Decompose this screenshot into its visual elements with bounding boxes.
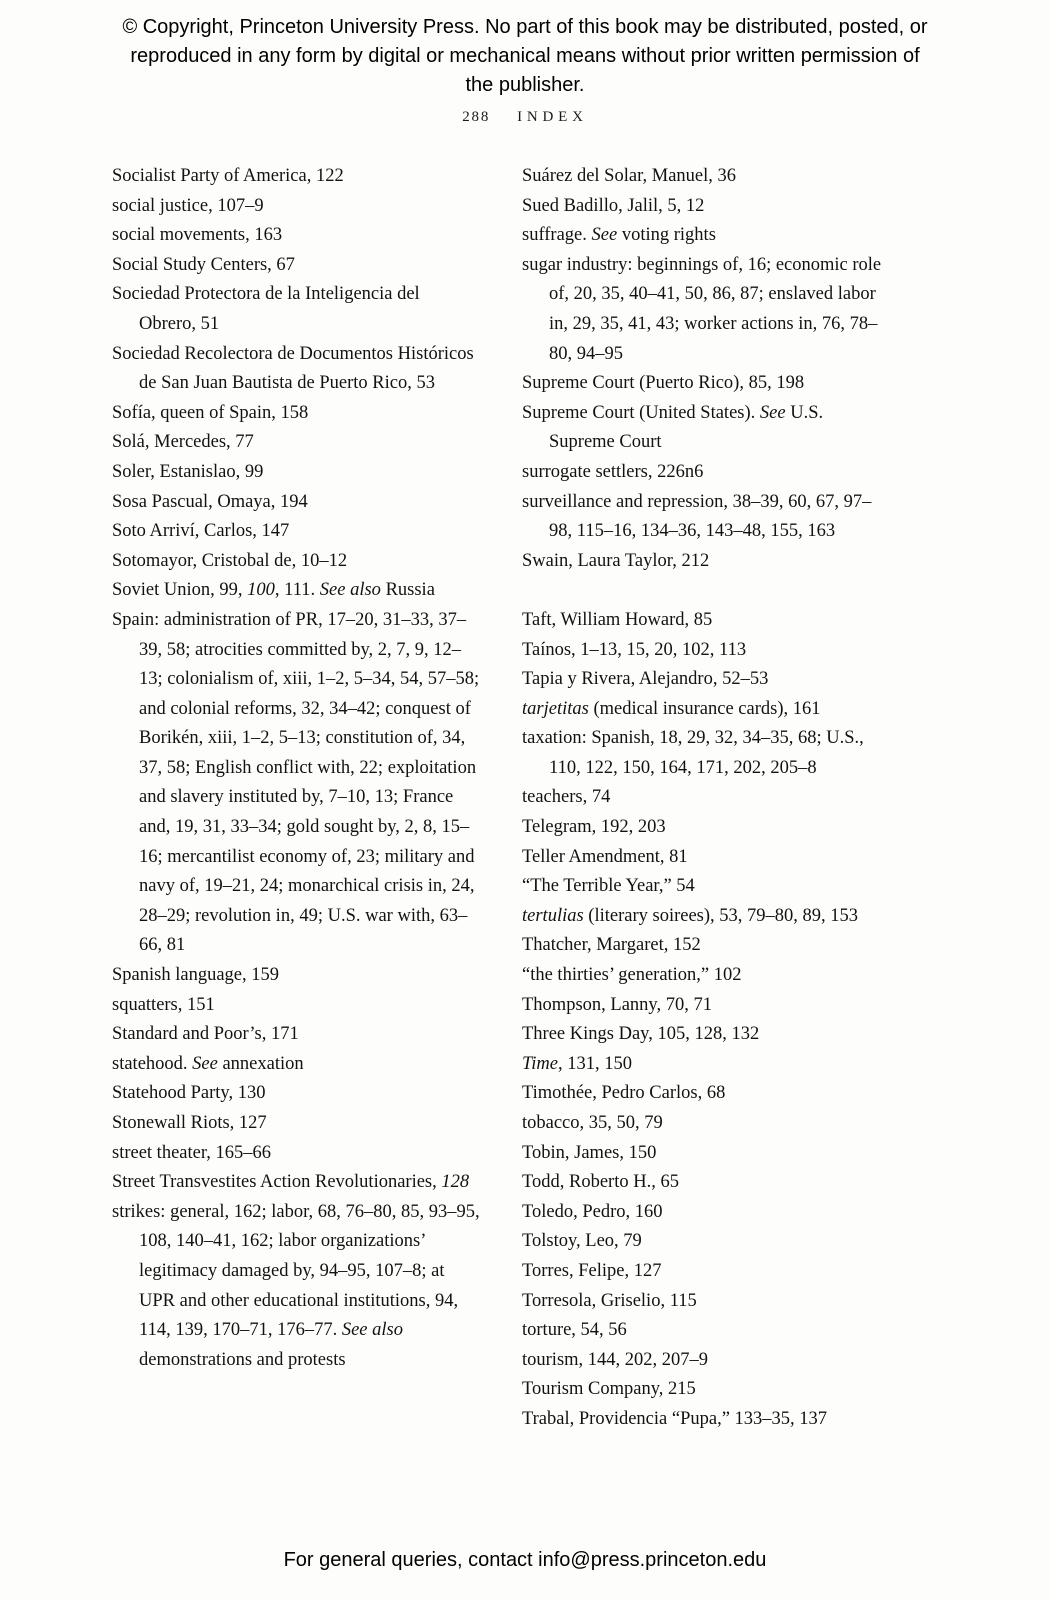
- index-entry: surveillance and repression, 38–39, 60, 67, 97–98, 115–16, 134–36, 143–48, 155, 163: [522, 491, 872, 542]
- copyright-notice: © Copyright, Princeton University Press. No part of this book may be distributed, posted, or reproduced in any form by digital or mechanical means without prior written permission of the publisher.: [122, 16, 928, 96]
- index-entry: Sotomayor, Cristobal de, 10–12: [112, 550, 348, 571]
- index-entry: Sociedad Protectora de la Inteligencia del Obrero, 51: [112, 284, 420, 334]
- index-entry: Sociedad Recolectora de Documentos Históricos de San Juan Bautista de Puerto Rico, 53: [112, 343, 474, 394]
- index-entry: Todd, Roberto H., 65: [522, 1172, 679, 1193]
- index-entry: torture, 54, 56: [522, 1320, 627, 1341]
- index-entry: Thatcher, Margaret, 152: [522, 935, 701, 956]
- index-entry: “The Terrible Year,” 54: [522, 876, 695, 897]
- index-entry: Tolstoy, Leo, 79: [522, 1231, 642, 1252]
- index-entry: social justice, 107–9: [112, 195, 264, 216]
- index-entry: tertulias (literary soirees), 53, 79–80, 89, 153: [522, 905, 859, 926]
- index-entry: Standard and Poor’s, 171: [112, 1024, 299, 1045]
- index-entry: Telegram, 192, 203: [522, 817, 666, 838]
- index-entry: Sosa Pascual, Omaya, 194: [112, 491, 308, 512]
- index-entry: strikes: general, 162; labor, 68, 76–80, 85, 93–95, 108, 140–41, 162; labor organizations’ legitimacy damaged by, 94–95, 107–8; at UPR and other educational institutions, 94, 114, 139, 170–71, 176–77. See also demonstrations and protests: [112, 1201, 480, 1370]
- index-entry: taxation: Spanish, 18, 29, 32, 34–35, 68; U.S., 110, 122, 150, 164, 171, 202, 205–8: [522, 728, 864, 778]
- index-entry: social movements, 163: [112, 225, 283, 246]
- index-entry: Suárez del Solar, Manuel, 36: [522, 166, 737, 186]
- index-columns: [0, 126, 1050, 1435]
- index-entry: Torres, Felipe, 127: [522, 1260, 662, 1281]
- index-entry: Time, 131, 150: [522, 1053, 632, 1074]
- index-entry: Three Kings Day, 105, 128, 132: [522, 1024, 760, 1045]
- index-entry: Sued Badillo, Jalil, 5, 12: [522, 195, 705, 216]
- index-entry: Taínos, 1–13, 15, 20, 102, 113: [522, 639, 747, 660]
- index-entry: Toledo, Pedro, 160: [522, 1201, 663, 1222]
- index-entry: surrogate settlers, 226n6: [522, 461, 704, 482]
- index-entry: Solá, Mercedes, 77: [112, 432, 254, 453]
- index-entry: Torresola, Griselio, 115: [522, 1290, 697, 1311]
- index-entry: suffrage. See voting rights: [522, 225, 716, 246]
- index-entry: Soviet Union, 99, 100, 111. See also Russia: [112, 580, 435, 601]
- page-header: [0, 109, 1050, 126]
- index-entry: sugar industry: beginnings of, 16; economic role of, 20, 35, 40–41, 50, 86, 87; enslaved labor in, 29, 35, 41, 43; worker actions in, 76, 78–80, 94–95: [522, 254, 882, 364]
- page-number: 288: [462, 109, 491, 125]
- index-entry: Social Study Centers, 67: [112, 254, 295, 275]
- index-entry: Teller Amendment, 81: [522, 846, 688, 867]
- index-entry: tarjetitas (medical insurance cards), 161: [522, 698, 821, 719]
- index-column-right: [522, 162, 890, 1435]
- index-entry: Spain: administration of PR, 17–20, 31–33, 37–39, 58; atrocities committed by, 2, 7, 9, 12–13; colonialism of, xiii, 1–2, 5–34, 54, 57–58; and colonial reforms, 32, 34–42; conquest of Borikén, xiii, 1–2, 5–13; constitution of, 34, 37, 58; English conflict with, 22; exploitation and slavery instituted by, 7–10, 13; France and, 19, 31, 33–34; gold sought by, 2, 8, 15–16; mercantilist economy of, 23; military and navy of, 19–21, 24; monarchical crisis in, 24, 28–29; revolution in, 49; U.S. war with, 63–66, 81: [112, 609, 480, 956]
- index-entry: street theater, 165–66: [112, 1142, 272, 1163]
- index-entry: Supreme Court (Puerto Rico), 85, 198: [522, 373, 805, 394]
- index-column-left: [112, 162, 480, 1435]
- index-entry: statehood. See annexation: [112, 1053, 304, 1074]
- index-entry: Tourism Company, 215: [522, 1379, 696, 1400]
- index-entry: Statehood Party, 130: [112, 1083, 266, 1104]
- index-entry: Soler, Estanislao, 99: [112, 461, 264, 482]
- index-entry: “the thirties’ generation,” 102: [522, 965, 742, 986]
- index-entry: Tobin, James, 150: [522, 1142, 657, 1163]
- index-entry: Taft, William Howard, 85: [522, 609, 713, 630]
- section-break: [522, 576, 890, 606]
- index-entry: Socialist Party of America, 122: [112, 166, 344, 186]
- index-entry: Trabal, Providencia “Pupa,” 133–35, 137: [522, 1408, 828, 1429]
- index-entry: tobacco, 35, 50, 79: [522, 1113, 663, 1133]
- index-entry: teachers, 74: [522, 787, 611, 808]
- index-entry: Thompson, Lanny, 70, 71: [522, 994, 712, 1015]
- index-entry: tourism, 144, 202, 207–9: [522, 1349, 709, 1370]
- index-entry: Sofía, queen of Spain, 158: [112, 402, 309, 423]
- index-entry: Soto Arriví, Carlos, 147: [112, 521, 290, 542]
- index-entry: Tapia y Rivera, Alejandro, 52–53: [522, 669, 769, 690]
- index-entry: Supreme Court (United States). See U.S. Supreme Court: [522, 402, 824, 453]
- index-entry: Street Transvestites Action Revolutionaries, 128: [112, 1172, 470, 1193]
- index-entry: Timothée, Pedro Carlos, 68: [522, 1083, 726, 1104]
- index-entry: Spanish language, 159: [112, 965, 279, 986]
- footer-query-line: For general queries, contact info@press.princeton.edu: [283, 1549, 767, 1571]
- index-entry: Swain, Laura Taylor, 212: [522, 550, 710, 571]
- index-entry: squatters, 151: [112, 994, 215, 1015]
- section-title: INDEX: [517, 109, 588, 125]
- index-entry: Stonewall Riots, 127: [112, 1113, 267, 1133]
